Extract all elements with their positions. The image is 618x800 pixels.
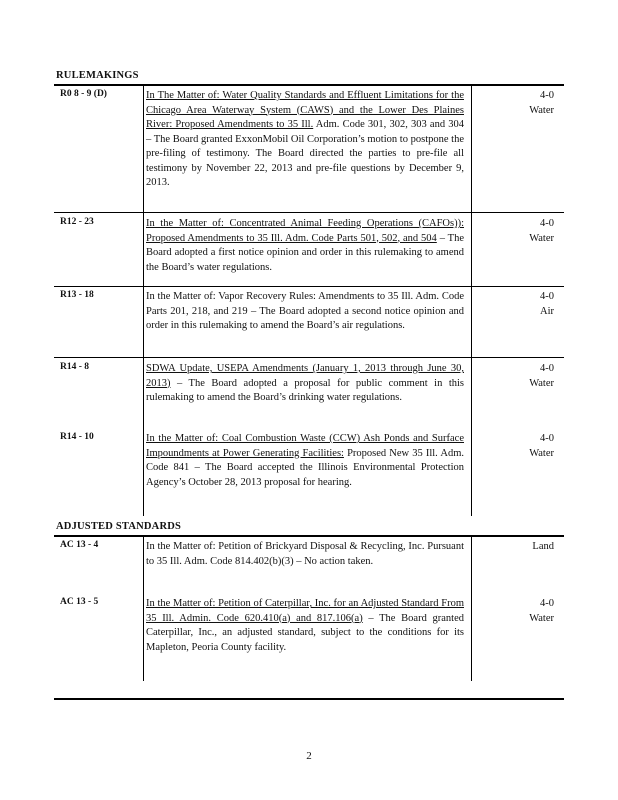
section-rule-bottom (54, 698, 564, 700)
vote-cell (472, 217, 554, 246)
vote-count: 4-0 (540, 433, 554, 444)
case-description (146, 290, 464, 334)
media-type: Water (529, 377, 554, 389)
media-type: Water (529, 104, 554, 116)
media-type: Water (529, 612, 554, 624)
column-divider-left (143, 537, 144, 681)
media-type: Water (529, 232, 554, 244)
case-summary: In the Matter of: Petition of Brickyard Disposal & Recycling, Inc. Pursuant to 35 Ill. Adm. Code 814.402(b)(3) – No action taken. (146, 541, 464, 567)
case-number: R14 - 10 (60, 432, 94, 442)
case-description (146, 597, 464, 655)
case-number: R0 8 - 9 (D) (60, 89, 107, 99)
row-divider (54, 286, 564, 287)
section-title-adjusted-standards: ADJUSTED STANDARDS (56, 521, 182, 532)
case-title-underlined: SDWA Update, USEPA Amendments (January 1, 2013 through June 30, 2013) (146, 363, 464, 389)
media-type: Water (529, 447, 554, 459)
case-description (146, 362, 464, 406)
vote-cell (472, 89, 554, 118)
case-summary: Proposed New 35 Ill. Adm. Code 841 – The Board accepted the Illinois Environmental Protection Agency’s October 28, 2013 proposal for hearing. (146, 447, 464, 488)
case-number: AC 13 - 5 (60, 597, 99, 607)
case-title-underlined: In the Matter of: Petition of Caterpillar, Inc. for an Adjusted Standard From 35 Ill. Admin. Code 620.410(a) and 817.106(a) (146, 598, 464, 624)
vote-count: 4-0 (540, 291, 554, 302)
case-summary: Adm. Code 301, 302, 303 and 304 – The Board granted ExxonMobil Oil Corporation’s motion to postpone the pre-filing of testimony. The Board directed the parties to pre-file all testimony by November 22, 2013 and pre-file questions by December 9, 2013. (146, 119, 464, 188)
row-divider (54, 212, 564, 213)
case-summary: – The Board granted Caterpillar, Inc., an adjusted standard, subject to the conditions for its Mapleton, Peoria County facility. (146, 612, 464, 653)
case-summary: In the Matter of: Vapor Recovery Rules: Amendments to 35 Ill. Adm. Code Parts 201, 218, and 219 – The Board adopted a second notice opinion and order in this rulemaking to amend the Board’s air regulations. (146, 291, 464, 331)
vote-count: 4-0 (540, 598, 554, 609)
row-divider (54, 357, 564, 358)
case-title-underlined: In the Matter of: Coal Combustion Waste (CCW) Ash Ponds and Surface Impoundments at Power Generating Facilities: (146, 433, 464, 459)
case-description (146, 217, 464, 275)
case-number: AC 13 - 4 (60, 540, 99, 550)
page-number: 2 (306, 750, 312, 762)
vote-cell (472, 432, 554, 461)
vote-cell (472, 540, 554, 555)
media-type: Air (540, 305, 554, 317)
case-description (146, 432, 464, 490)
vote-cell (472, 362, 554, 391)
section-title-rulemakings: RULEMAKINGS (56, 70, 139, 81)
vote-count: 4-0 (540, 218, 554, 229)
case-number: R12 - 23 (60, 217, 94, 227)
media-type: Land (532, 541, 554, 552)
case-description (146, 89, 464, 191)
column-divider-left (143, 86, 144, 516)
vote-count: 4-0 (540, 363, 554, 374)
vote-count: 4-0 (540, 90, 554, 101)
section-rule-top (54, 535, 564, 537)
case-title-underlined: In The Matter of: Water Quality Standards and Effluent Limitations for the Chicago Area Waterway System (CAWS) and the Lower Des Plaines River: Proposed Amendments to 35 Ill. (146, 90, 464, 130)
case-summary: – The Board adopted a proposal for public comment in this rulemaking to amend the Board’s drinking water regulations. (146, 377, 464, 403)
section-rule-top (54, 84, 564, 86)
case-description (146, 540, 464, 569)
vote-cell (472, 290, 554, 319)
case-number: R14 - 8 (60, 362, 90, 372)
case-summary: – The Board adopted a first notice opinion and order in this rulemaking to amend the Board’s water regulations. (146, 232, 464, 273)
case-title-underlined: In the Matter of: Concentrated Animal Feeding Operations (CAFOs)): Proposed Amendments to 35 Ill. Adm. Code Parts 501, 502, and 504 (146, 218, 464, 244)
vote-cell (472, 597, 554, 626)
case-number: R13 - 18 (60, 290, 94, 300)
